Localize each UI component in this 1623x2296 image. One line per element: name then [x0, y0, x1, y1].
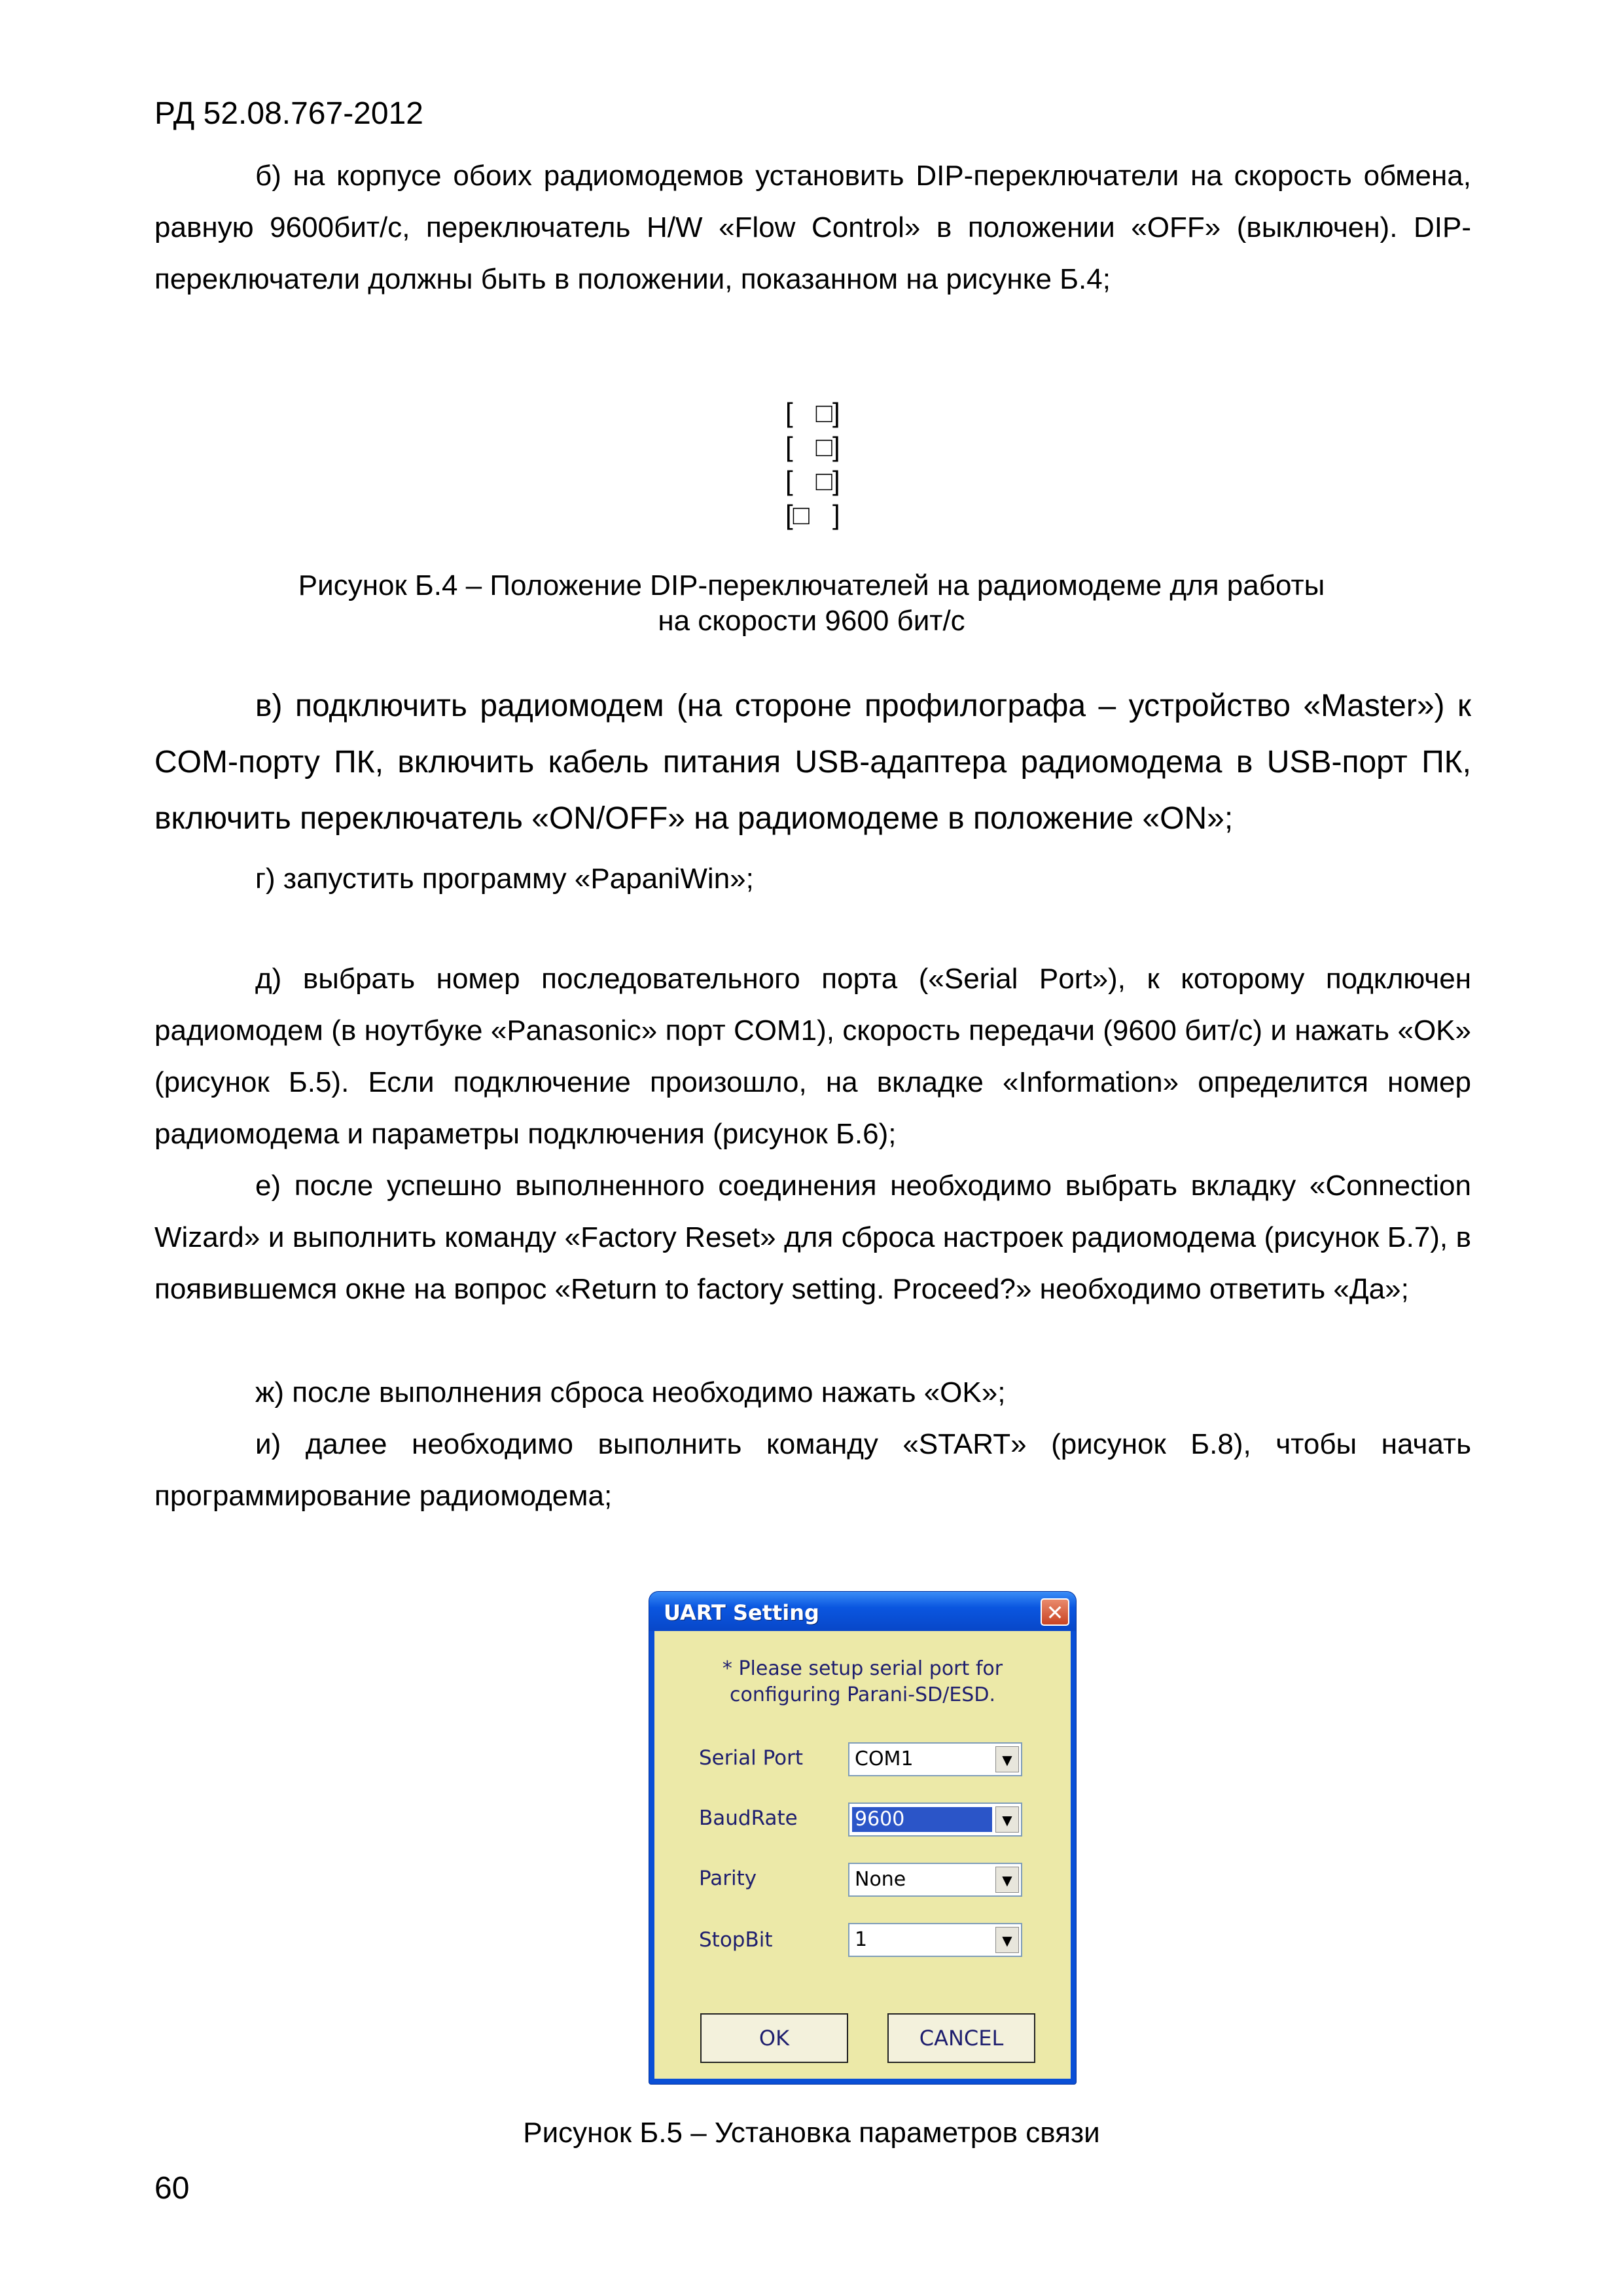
paragraph-zh: ж) после выполнения сброса необходимо нажать «OK»; [255, 1376, 1006, 1408]
parity-value: None [855, 1868, 906, 1891]
dialog-note-line2: configuring Parani-SD/ESD. [730, 1683, 995, 1706]
dialog-note [654, 1656, 1071, 1708]
ok-button[interactable]: OK [700, 2013, 848, 2063]
serial-port-label: Serial Port [699, 1746, 804, 1770]
figure-b4-caption-line2: на скорости 9600 бит/с [658, 605, 965, 637]
figure-b5-caption: Рисунок Б.5 – Установка параметров связи [523, 2117, 1100, 2149]
dip-switch-diagram [785, 396, 840, 532]
paragraph-d: д) выбрать номер последовательного порта («Serial Port»), к которому подключен радиомодем (в ноутбуке «Panasonic» порт COM1), скорость передачи (9600 бит/с) и нажать «OK» (рисунок Б.5). Если подключение произошло, на вкладке «Information» определится номер радиомодема и параметры подключения (рисунок Б.6); [154, 963, 1471, 1150]
serial-port-value: COM1 [855, 1748, 914, 1770]
parity-label: Parity [699, 1867, 757, 1890]
dip-switch-4: [□ ] [785, 499, 840, 530]
serial-port-select[interactable] [848, 1742, 1022, 1776]
chevron-down-icon[interactable]: ▼ [995, 1927, 1019, 1953]
chevron-down-icon[interactable]: ▼ [995, 1806, 1019, 1833]
figure-b4-caption-line1: Рисунок Б.4 – Положение DIP-переключателей на радиомодеме для работы [298, 569, 1325, 601]
stopbit-label: StopBit [699, 1928, 773, 1952]
dip-switch-1: [ □] [785, 397, 840, 428]
paragraph-i: и) далее необходимо выполнить команду «START» (рисунок Б.8), чтобы начать программирование радиомодема; [154, 1428, 1471, 1512]
stopbit-value: 1 [855, 1928, 868, 1951]
dip-switch-2: [ □] [785, 431, 840, 462]
baudrate-select[interactable] [848, 1803, 1022, 1837]
paragraph-v: в) подключить радиомодем (на стороне профилографа – устройство «Master») к COM-порту ПК, включить кабель питания USB-адаптера радиомодема в USB-порт ПК, включить переключатель «ON/OFF» на радиомодеме в положение «ON»; [154, 689, 1471, 836]
paragraph-g: г) запустить программу «PapaniWin»; [255, 863, 754, 895]
uart-setting-dialog [649, 1592, 1076, 2084]
chevron-down-icon[interactable]: ▼ [995, 1746, 1019, 1772]
baudrate-label: BaudRate [699, 1806, 798, 1830]
paragraph-b: б) на корпусе обоих радиомодемов установить DIP-переключатели на скорость обмена, равную 9600бит/с, переключатель H/W «Flow Control» в положении «OFF» (выключен). DIP-переключатели должны быть в положении, показанном на рисунке Б.4; [154, 160, 1471, 295]
dip-switch-3: [ □] [785, 465, 840, 496]
baudrate-value: 9600 [852, 1807, 992, 1832]
parity-select[interactable] [848, 1863, 1022, 1897]
dialog-title: UART Setting [664, 1600, 819, 1625]
close-icon[interactable]: ✕ [1041, 1598, 1069, 1626]
cancel-button[interactable]: CANCEL [887, 2013, 1035, 2063]
stopbit-select[interactable] [848, 1923, 1022, 1957]
dialog-client-area [654, 1631, 1071, 2079]
paragraph-e: е) после успешно выполненного соединения необходимо выбрать вкладку «Connection Wizard» и выполнить команду «Factory Reset» для сброса настроек радиомодема (рисунок Б.7), в появившемся окне на вопрос «Return to factory setting. Proceed?» необходимо ответить «Да»; [154, 1170, 1471, 1305]
document-header: РД 52.08.767-2012 [154, 96, 423, 131]
chevron-down-icon[interactable]: ▼ [995, 1867, 1019, 1893]
page-number: 60 [154, 2171, 190, 2206]
dialog-note-line1: * Please setup serial port for [722, 1657, 1003, 1680]
dialog-titlebar [649, 1592, 1076, 1631]
